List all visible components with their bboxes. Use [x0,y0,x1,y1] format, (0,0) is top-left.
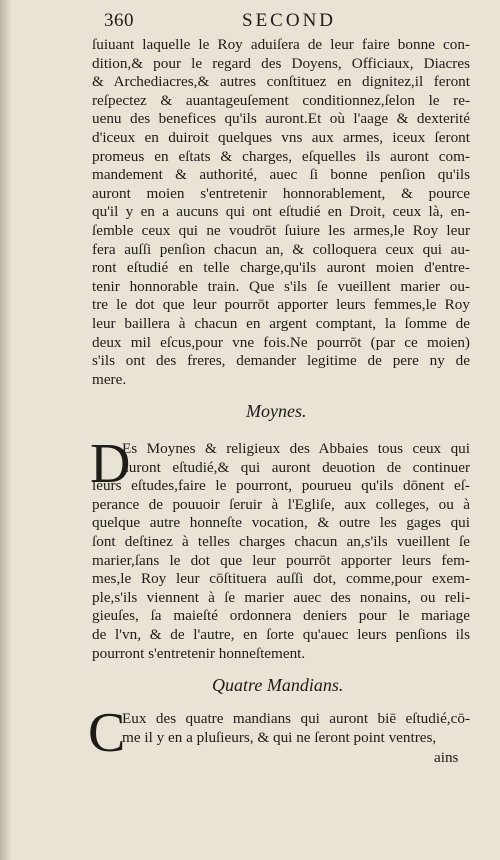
text-line: fera auſſi penſion chacun an, & colloquera ceux qui au- [92,240,470,258]
catchword: ains [434,749,459,766]
text-line: me il y en a pluſieurs, & qui ne ſeront point ventres, [122,728,437,746]
text-line: s'ils ont des freres, demander legitime de pere ny de [92,352,470,370]
text-line: deux mil eſcus,pour vne fois.Ne pourrōt (par ce moien) [92,333,470,351]
text-line: tenir honnorable train. Que s'ils ſe vueillent marier ou- [92,277,470,295]
text-line: & Archediacres,& autres conſtituez en dignitez,il feront [92,73,470,91]
text-line: d'iceux en duiroit quelques vns aux armes, iceux ſeront [92,128,470,146]
text-line: leur baillera à chacun en argent comptant, la ſomme de [92,314,470,332]
text-line: auront moien s'entretenir honnorablement, & pource [92,184,470,202]
text-line: quelque autre honneſte vocation, & outre les gages qui [92,514,470,532]
dropcap-d: D [90,433,131,495]
text-line: de l'vn, & de l'autre, en ſorte qu'auec leurs penſions ils [92,625,470,643]
running-head: SECOND [242,10,337,31]
dropcap-c: C [88,702,126,764]
text-line: qu'il y en a aucuns qui ont eſtudié en Droit, ceux là, en- [92,203,470,221]
text-line: promeus en eſtats & charges, eſquelles ils auront com- [92,147,470,165]
text-line: ple,s'ils viennent à ſe marier auec des nonains, ou reli- [92,588,470,606]
text-line: tre le dot que leur pourrōt apporter leurs femmes,le Roy [92,296,470,314]
paragraph-quatre-mandians [92,710,470,747]
text-line: Es Moynes & religieux des Abbaies tous ceux qui [122,440,470,457]
text-line: leurs eſtudes,faire le pourront, pourueu qu'ils dōnent eſ- [92,477,470,495]
text-line: uenu des benefices qu'ils auront.Et où l'aage & dexterité [92,110,470,128]
text-line: dition,& pour le regard des Doyens, Officiaux, Diacres [92,54,470,72]
page-number: 360 [104,10,134,31]
page-header [0,10,500,32]
paragraph-continuation [92,36,470,389]
text-line: ſont deſtinez à telles charges chacun an,s'ils vueillent ſe [92,532,470,550]
text-line: marier,ſans le dot que leur pourrōt apporter leurs fem- [92,551,470,569]
text-line: mes,le Roy leur cōſtituera auſſi dot, comme,pour exem- [92,570,470,588]
text-line: Eux des quatre mandians qui auront biē eſtudié,cō- [122,710,470,727]
text-line: ſemble ceux qui ne voudrōt ſuiure les armes,le Roy leur [92,221,470,239]
page-gutter-shadow [0,0,12,860]
text-line: gieuſes, ſa maieſté ordonnera deniers pour le mariage [92,607,470,625]
text-line: reſpectez & auantageuſement conditionnez,ſelon le re- [92,91,470,109]
text-line: mere. [92,370,127,388]
section-heading-moynes: Moynes. [246,401,307,421]
text-line: pourront s'entretenir honneſtement. [92,644,306,662]
paragraph-moynes [92,440,470,663]
text-line: auront eſtudié,& qui auront deuotion de continuer [122,458,470,476]
text-line: ront eſtudié en telle charge,qu'ils auront moien d'entre- [92,259,470,277]
section-heading-quatre-mandians: Quatre Mandians. [212,675,344,695]
text-line: mandement & authorité, auec ſi bonne penſion qu'ils [92,166,470,184]
text-line: perance de pouuoir ſeruir à l'Egliſe, aux colleges, ou à [92,495,470,513]
text-line: ſuiuant laquelle le Roy aduiſera de leur faire bonne con- [92,36,470,53]
